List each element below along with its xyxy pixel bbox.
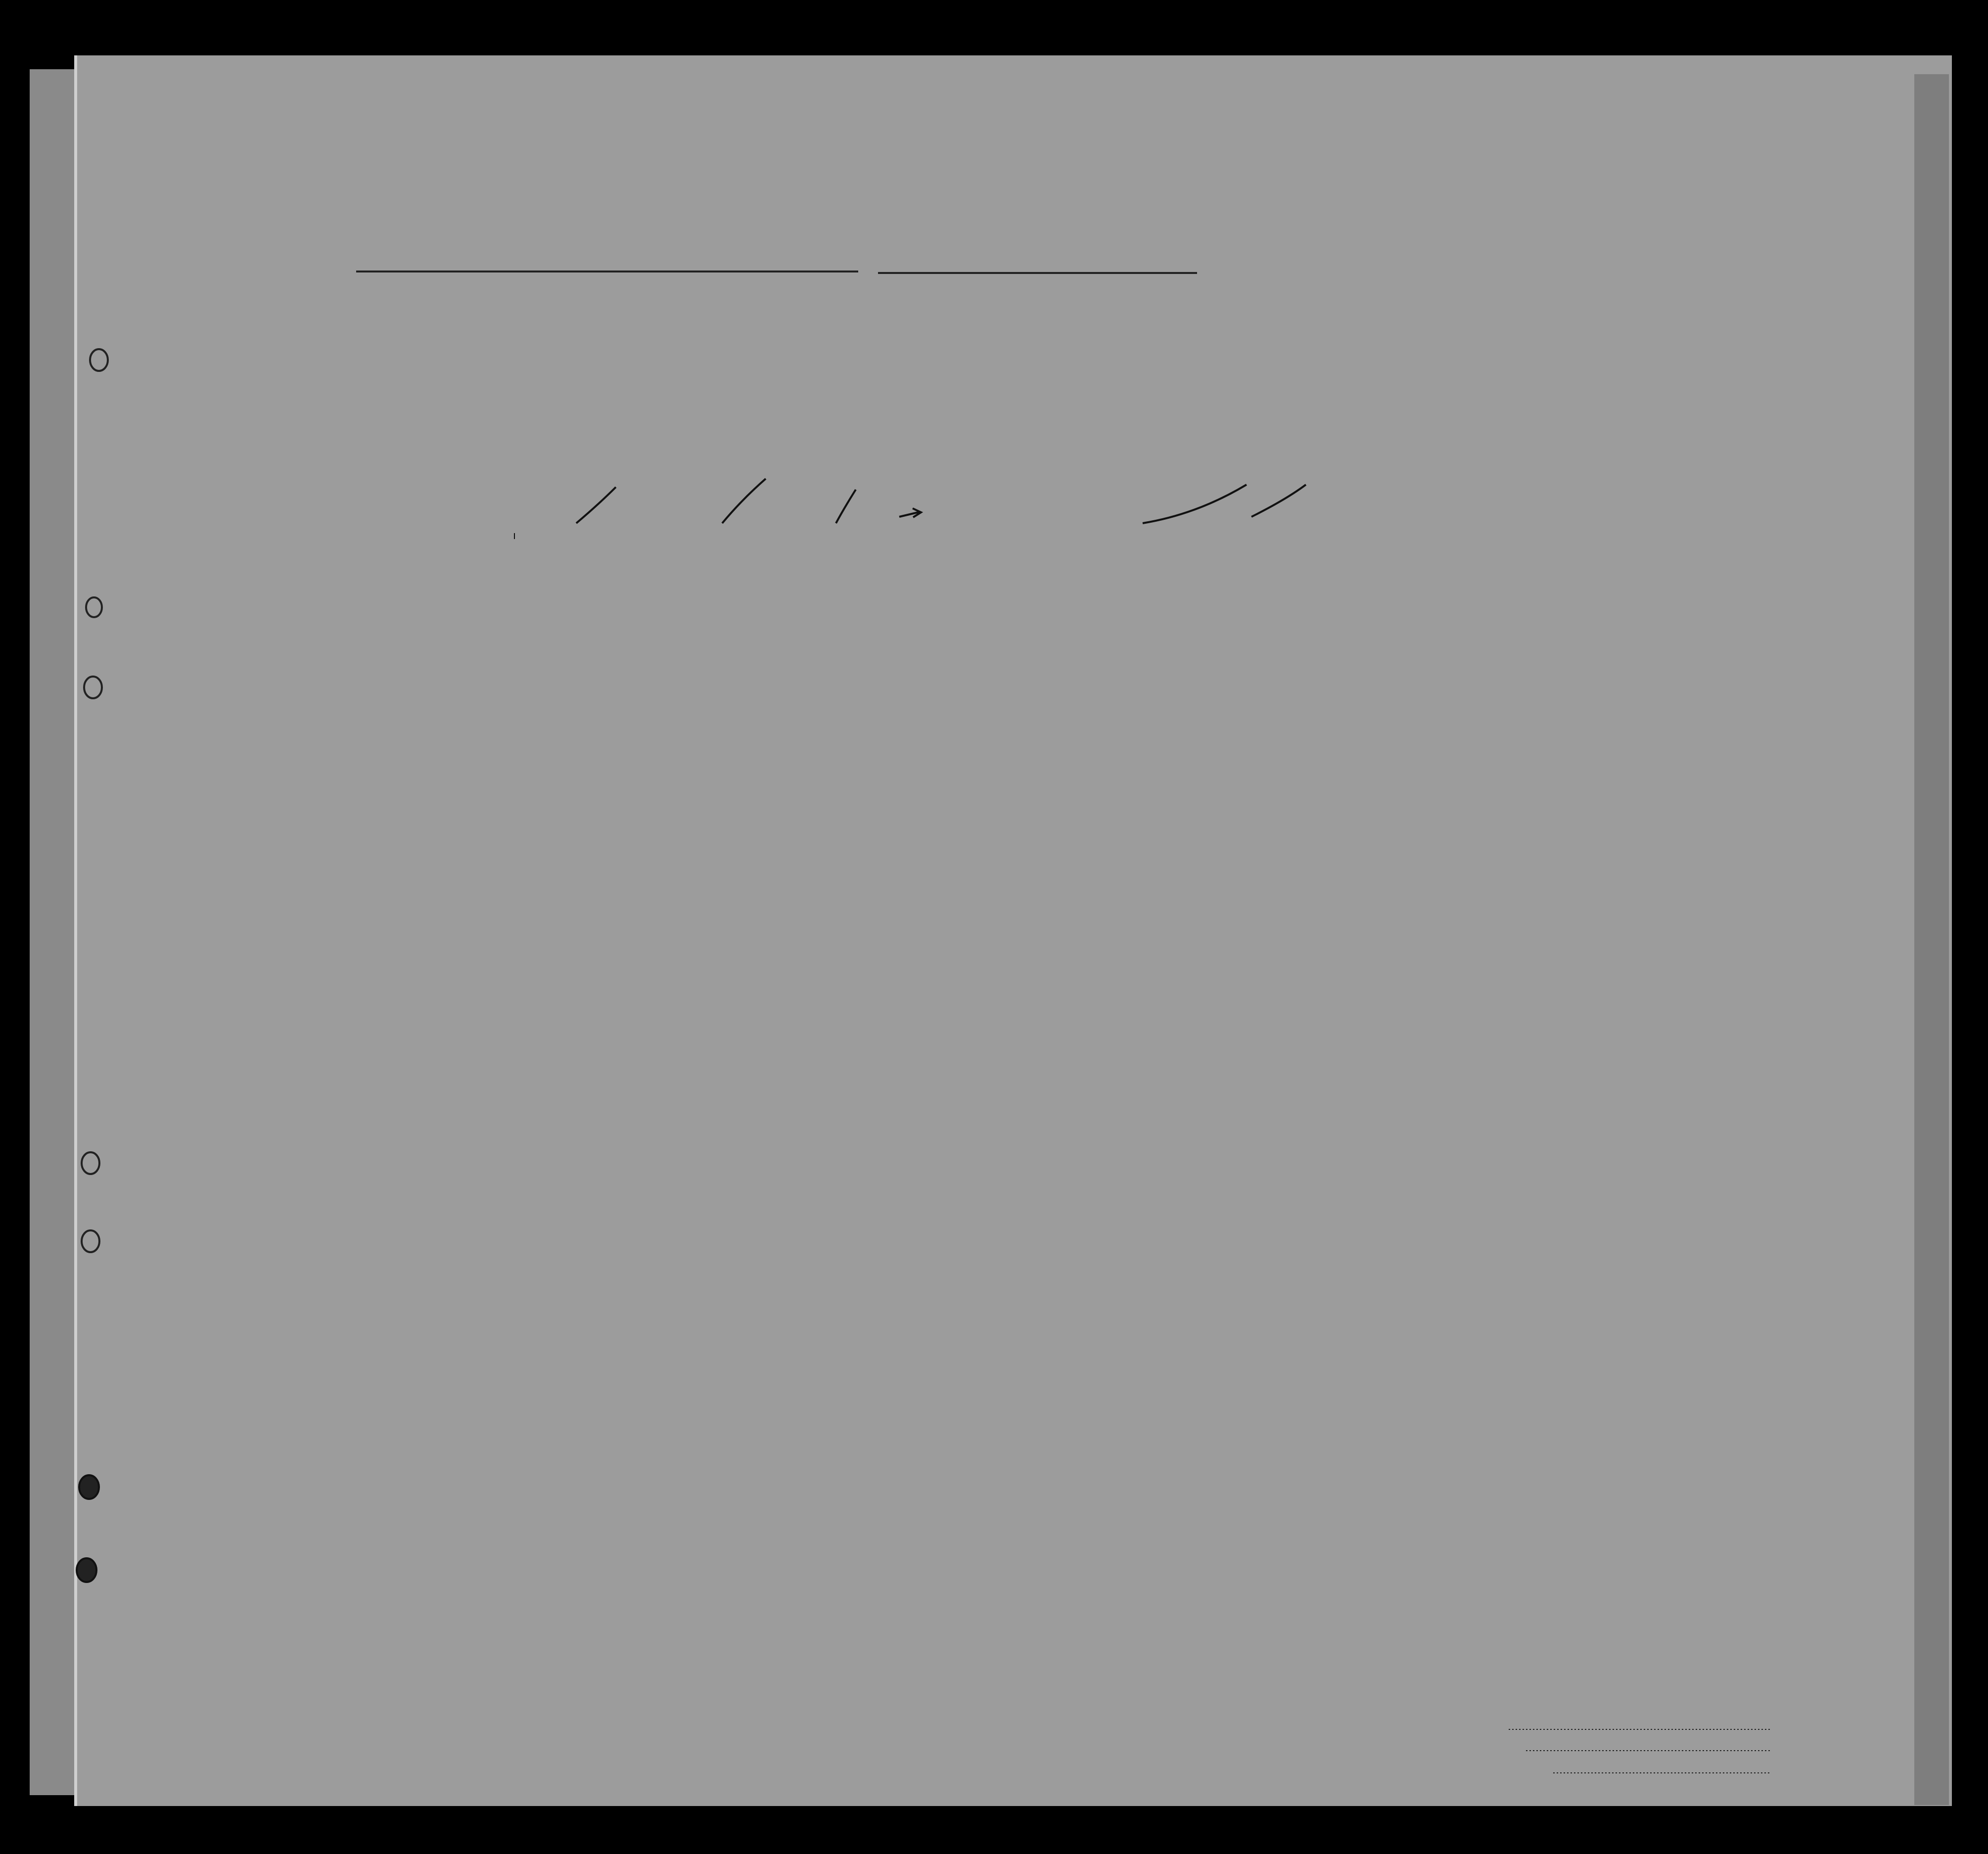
column-headers — [0, 0, 1627, 470]
punch-hole — [82, 1230, 99, 1252]
check-mark — [576, 487, 616, 523]
header-health — [1509, 373, 1563, 457]
header-purpose-citizen — [1240, 376, 1267, 470]
header-ever-before — [742, 337, 920, 387]
punch-hole — [86, 597, 102, 617]
header-deported — [1486, 376, 1509, 470]
punch-hole — [79, 1475, 99, 1499]
header-prison — [1276, 376, 1316, 470]
check-mark — [1251, 485, 1306, 517]
header-date-departure — [878, 415, 920, 465]
header-join-relative — [930, 373, 1157, 443]
header-excluded — [1462, 376, 1484, 470]
header-purpose — [1167, 341, 1266, 371]
footer — [225, 1704, 1771, 1773]
header-passage-sub — [624, 410, 689, 470]
check-mark — [836, 490, 856, 523]
header-foreign-country — [430, 368, 475, 438]
header-in-usa — [476, 373, 577, 403]
check-mark — [1143, 485, 1247, 523]
header-purpose-return — [1168, 376, 1198, 470]
punch-holes — [77, 349, 108, 1582]
header-purpose-length — [1207, 376, 1234, 470]
header-yes-no — [742, 403, 772, 443]
punch-hole — [82, 1152, 99, 1174]
check-mark — [722, 479, 766, 523]
arrow-mark — [899, 508, 921, 517]
footnote-question-28 — [225, 1704, 1175, 1773]
punch-hole — [77, 1558, 96, 1582]
header-year-period — [773, 415, 827, 455]
header-relative — [185, 361, 423, 440]
punch-hole — [84, 677, 102, 698]
punch-hole — [90, 349, 108, 371]
header-deformed — [1563, 373, 1627, 457]
header-labor-offer — [1422, 376, 1457, 470]
